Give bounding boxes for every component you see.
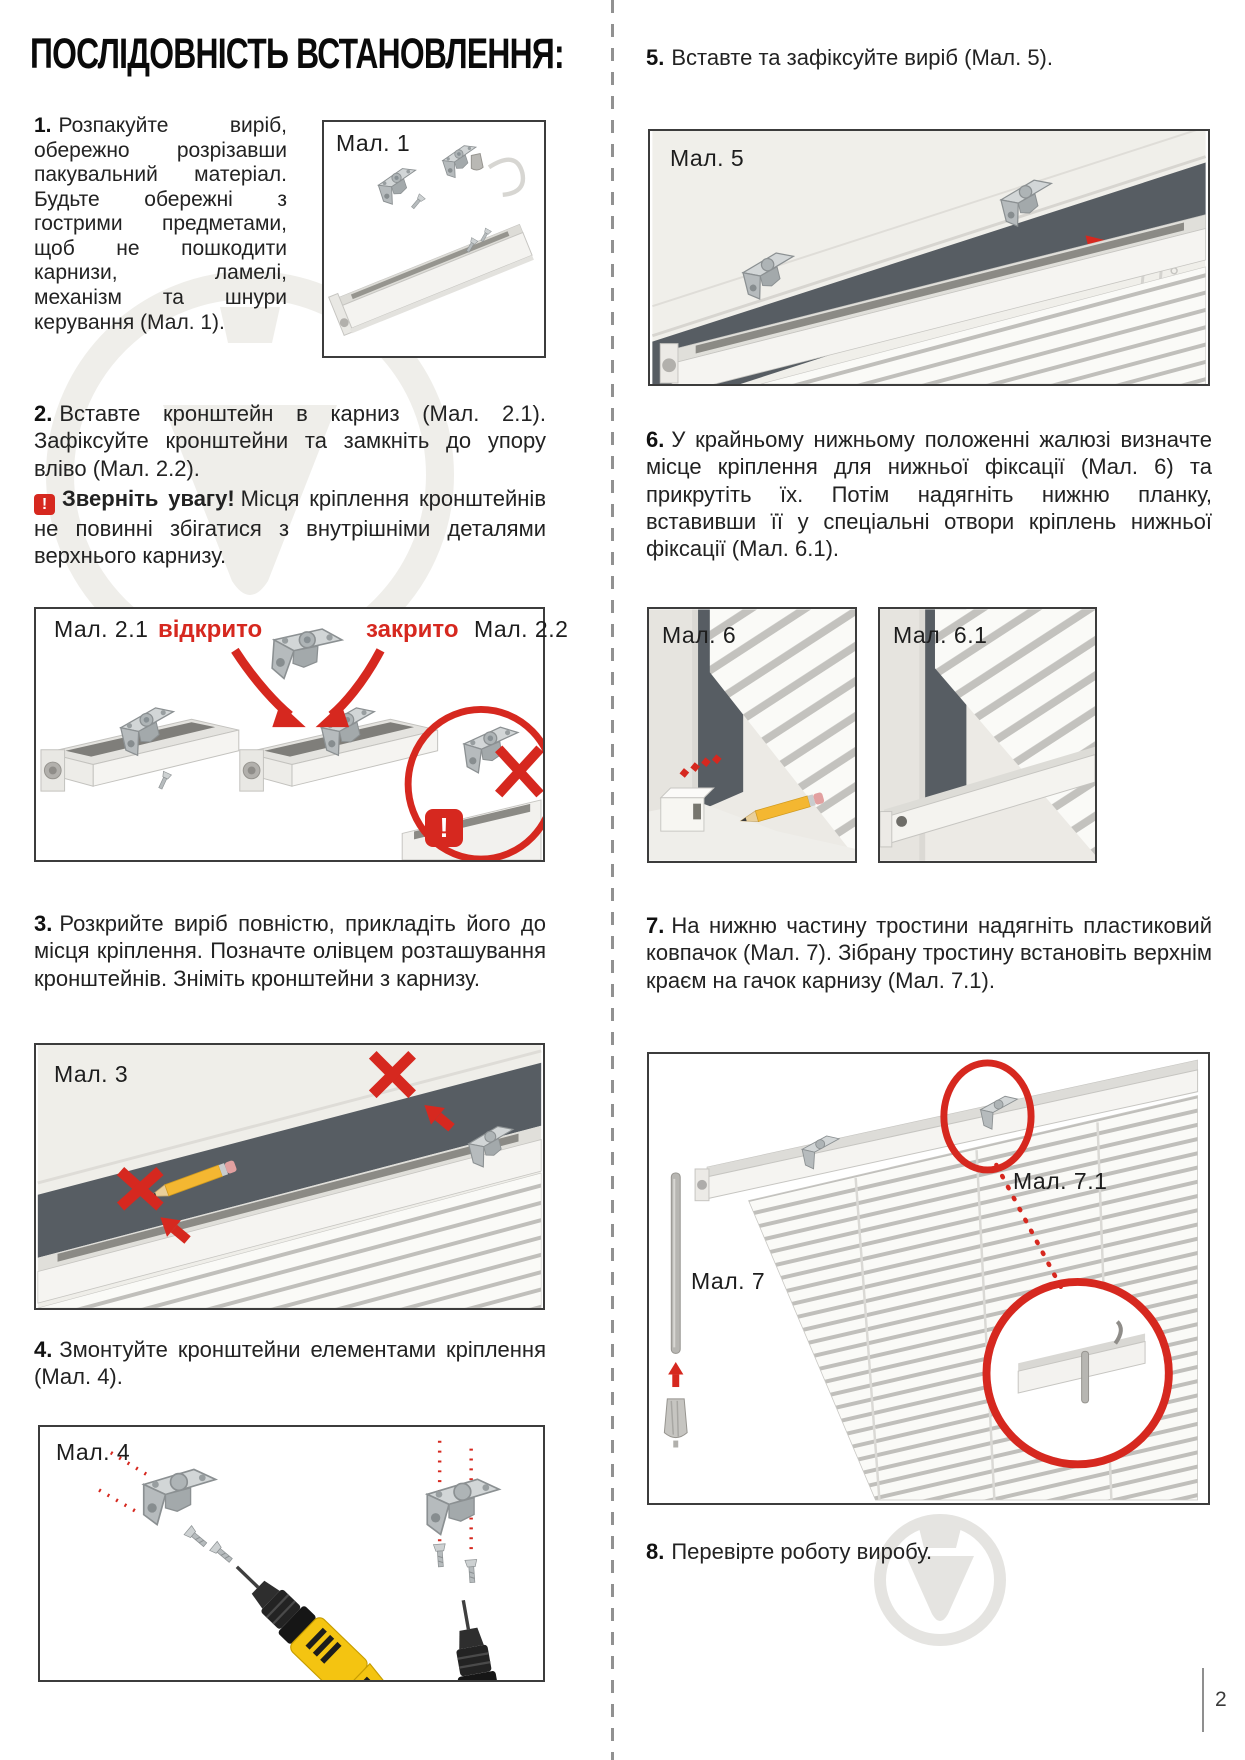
bracket-icon [376, 165, 424, 207]
red-arrow-icon [331, 650, 380, 715]
red-arrow-icon [668, 1362, 683, 1387]
step-5 [646, 44, 1208, 71]
step-2 [34, 400, 546, 569]
drill-icon [221, 1551, 409, 1680]
screw-icon [433, 1544, 446, 1567]
cap-icon [471, 154, 483, 170]
figure-2-1-label: Мал. 2.1 [54, 616, 149, 642]
step-8-text: Перевірте роботу виробу. [671, 1539, 933, 1564]
figure-3-label: Мал. 3 [54, 1061, 129, 1087]
figure-6-1 [878, 607, 1097, 863]
step-1 [34, 114, 287, 335]
step-4-number: 4. [34, 1337, 53, 1362]
step-8-number: 8. [646, 1539, 665, 1564]
note-label: Зверніть увагу! [62, 485, 235, 511]
bracket-icon [427, 1479, 499, 1534]
fig2-illustration [36, 609, 543, 860]
step-5-text: Вставте та зафіксуйте виріб (Мал. 5). [671, 45, 1053, 70]
wand-icon [671, 1173, 680, 1353]
step-1-text: Розпакуйте виріб, обережно розрізавши пакувальний матеріал. Будьте обережні з гострими предметами, щоб не пошкодити карнизи, ламелі, механізм та шнури керування (Мал. 1). [34, 114, 287, 334]
bracket-icon [271, 626, 342, 683]
cap-icon [664, 1399, 687, 1448]
step-4 [34, 1336, 546, 1391]
step-5-number: 5. [646, 45, 665, 70]
figure-1 [322, 120, 546, 358]
step-2-number: 2. [34, 401, 53, 426]
figure-7 [647, 1052, 1210, 1505]
figure-7-label: Мал. 7 [691, 1268, 766, 1294]
bracket-icon [144, 1469, 216, 1524]
cornice-rail-icon [329, 221, 534, 337]
step-6-number: 6. [646, 427, 665, 452]
step-7-text: На нижню частину тростини надягніть пластиковий ковпачок (Мал. 7). Зібрану тростину встановіть верхнім краєм на гачок карнизу (Мал. 7.1). [646, 913, 1212, 993]
figure-6-label: Мал. 6 [662, 622, 737, 648]
step-7 [646, 912, 1212, 994]
open-state-label: відкрито [158, 616, 263, 643]
step-3-text: Розкрийте виріб повністю, прикладіть його до місця кріплення. Позначте олівцем розташування кронштейнів. Зніміть кронштейни з карнизу. [34, 911, 546, 991]
fig1-illustration [324, 122, 544, 356]
figure-4 [38, 1425, 545, 1682]
screw-icon [184, 1526, 209, 1550]
figure-5-label: Мал. 5 [670, 145, 745, 171]
step-7-number: 7. [646, 913, 665, 938]
step-3-number: 3. [34, 911, 53, 936]
page-number [1202, 1668, 1227, 1732]
column-divider [611, 0, 614, 1760]
step-6-text: У крайньому нижньому положенні жалюзі визначте місце кріплення для нижньої фіксації (Мал. 6) та прикрутіть їх. Потім надягніть нижню планку, вставивши її у спеціальні отвори кріплень нижньої фіксації (Мал. 6.1). [646, 427, 1212, 562]
screw-icon [156, 771, 171, 790]
figure-4-label: Мал. 4 [56, 1439, 131, 1465]
figure-7-1-label: Мал. 7.1 [1013, 1168, 1108, 1194]
page-number-value: 2 [1215, 1688, 1227, 1711]
step-3 [34, 910, 546, 992]
screw-icon [210, 1541, 235, 1565]
figure-6 [647, 607, 857, 863]
closed-state-label: закрито [366, 616, 459, 643]
figure-6-1-label: Мал. 6.1 [893, 622, 988, 648]
step-1-number: 1. [34, 114, 52, 137]
screw-icon [465, 1559, 478, 1582]
figure-2 [34, 607, 569, 862]
page-title: ПОСЛІДОВНІСТЬ ВСТАНОВЛЕННЯ: [30, 30, 564, 78]
screw-icon [410, 194, 426, 210]
warning-icon: ! [34, 494, 55, 515]
note-text: Місця кріплення кронштейнів не повинні збігатися з внутрішніми деталями верхнього карнизу. [34, 485, 547, 569]
drill-icon [441, 1596, 523, 1680]
figure-1-label: Мал. 1 [336, 130, 411, 156]
cross-mark-icon [499, 749, 540, 794]
figure-3 [34, 1043, 545, 1310]
step-6 [646, 426, 1212, 562]
cord-icon [489, 160, 523, 195]
watermark-logo-icon [862, 1498, 1032, 1668]
figure-2-2-label: Мал. 2.2 [474, 616, 569, 642]
warning-badge-icon: ! [425, 809, 463, 847]
step-4-text: Змонтуйте кронштейни елементами кріплення (Мал. 4). [34, 1337, 546, 1390]
figure-5 [648, 129, 1210, 386]
step-2-text: Вставте кронштейн в карниз (Мал. 2.1). Зафіксуйте кронштейни та замкніть до упору вліво (Мал. 2.2). [34, 401, 546, 481]
step-8 [646, 1538, 1212, 1565]
